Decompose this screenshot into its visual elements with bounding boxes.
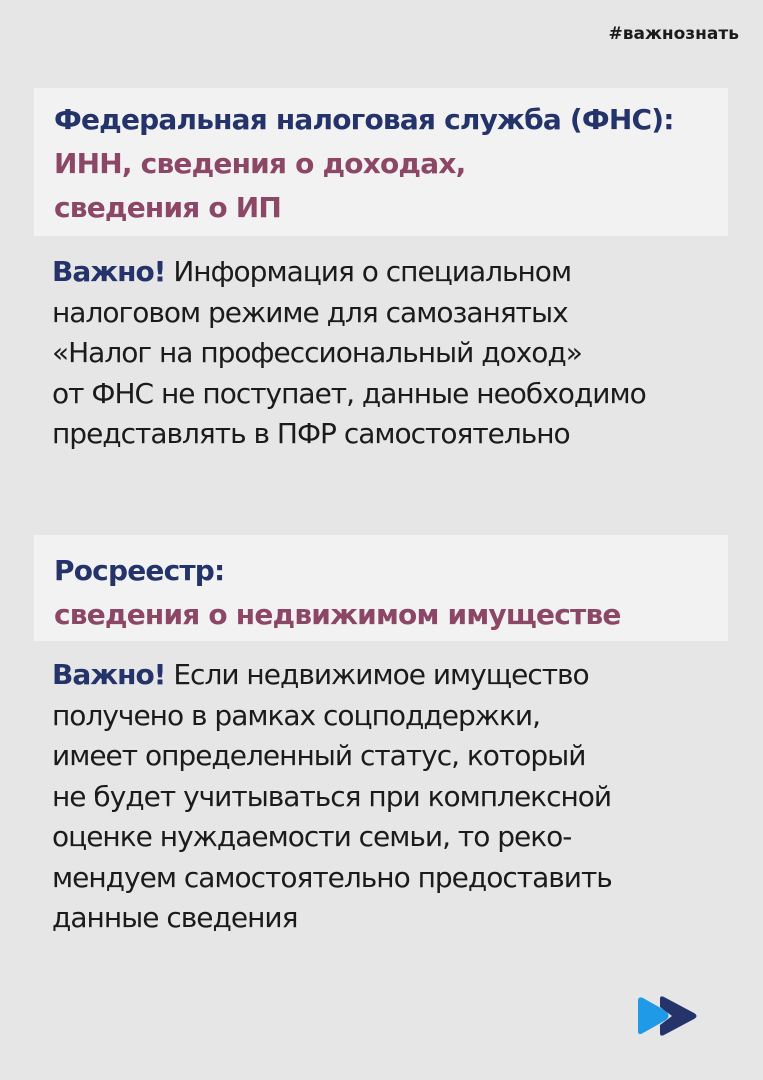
rosreestr-note-line-4: не будет учитываться при комплексной [52,779,612,813]
fns-note-line-3: «Налог на профессиональный доход» [52,336,582,369]
rosreestr-important-label: Важно! [52,658,166,691]
fns-heading-box [34,88,728,236]
rosreestr-note-line-7: данные сведения [52,901,298,934]
fns-note-line-1 [52,252,742,293]
rosreestr-note-line-2: получено в рамках соцподдержки, [52,698,540,732]
fns-important-note [52,252,742,455]
rosreestr-heading-subtitle: сведения о недвижимом имуществе [54,598,621,631]
rosreestr-note-line-3: имеет определенный статус, который [52,739,586,772]
rosreestr-note-line-5: оценке нуждаемости семьи, то реко- [52,820,572,853]
rosreestr-heading-box [34,535,728,641]
fns-heading-subtitle-2: сведения о ИП [54,191,282,224]
rosreestr-note-line-6: мендуем самостоятельно предоставить [52,860,612,894]
hashtag-label: #важнознать [608,24,739,44]
fns-note-line-5: представлять в ПФР самостоятельно [52,417,570,450]
fns-note-line-4: от ФНС не поступает, данные необходимо [52,376,646,410]
fns-important-label: Важно! [52,255,166,288]
double-arrow-play-icon [636,995,700,1037]
fns-heading-subtitle-1: ИНН, сведения о доходах, [54,147,466,180]
fns-heading-title: Федеральная налоговая служба (ФНС): [54,103,674,136]
rosreestr-important-note [52,655,742,939]
fns-note-text-1: Информация о специальном [165,255,572,288]
rosreestr-note-text-1: Если недвижимое имущество [165,658,589,691]
fns-note-line-2: налоговом режиме для самозанятых [52,295,568,329]
rosreestr-heading-title: Росреестр: [54,554,225,587]
rosreestr-note-line-1 [52,655,742,696]
